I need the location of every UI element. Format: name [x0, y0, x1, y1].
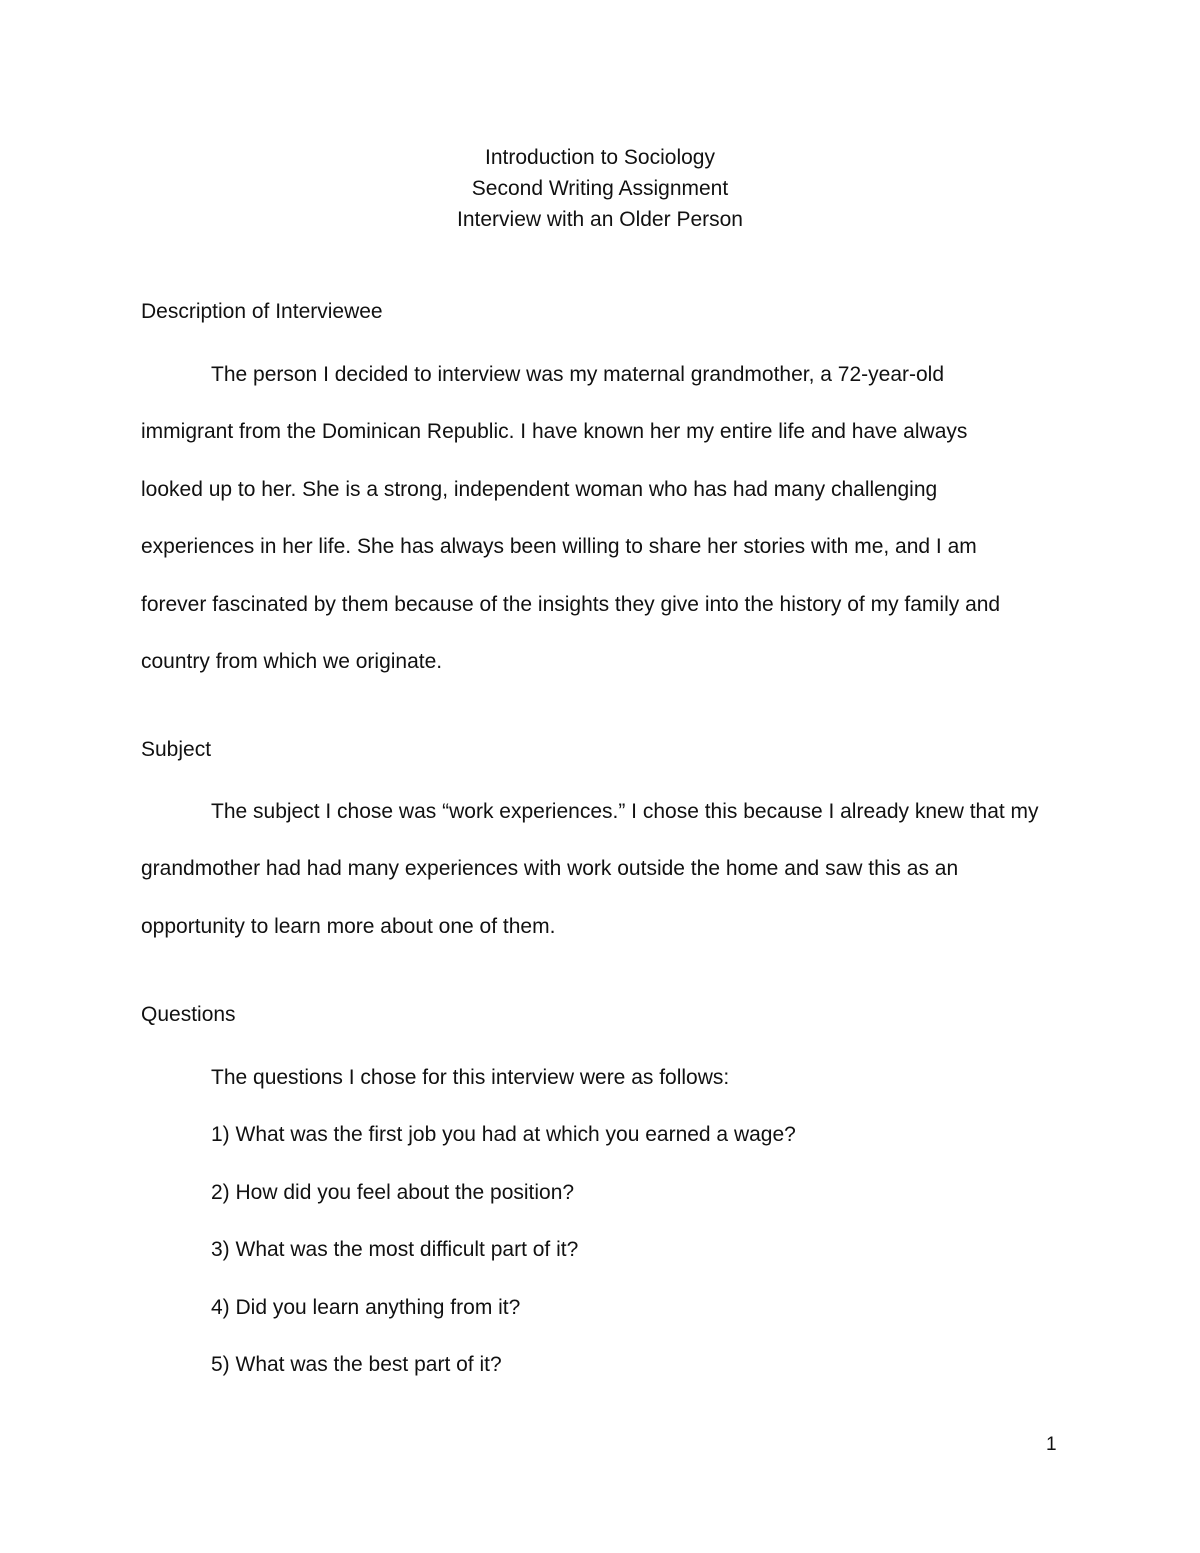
description-paragraph — [141, 346, 1061, 690]
subject-paragraph — [141, 783, 1061, 955]
question-item: 5) What was the best part of it? — [211, 1353, 502, 1377]
paragraph-line: forever fascinated by them because of the insights they give into the history of my family and — [141, 592, 1001, 616]
paragraph-line: opportunity to learn more about one of them. — [141, 914, 556, 938]
description-heading: Description of Interviewee — [141, 300, 383, 323]
question-item: 4) Did you learn anything from it? — [211, 1295, 521, 1319]
paragraph-line: grandmother had had many experiences with work outside the home and saw this as an — [141, 857, 959, 881]
question-item: 1) What was the first job you had at which you earned a wage? — [211, 1123, 796, 1147]
questions-list — [211, 1049, 796, 1393]
question-item: 2) How did you feel about the position? — [211, 1180, 575, 1204]
paragraph-line: immigrant from the Dominican Republic. I have known her my entire life and have always — [141, 420, 968, 444]
paragraph-line: country from which we originate. — [141, 650, 443, 674]
document-title: Interview with an Older Person — [457, 208, 743, 231]
questions-heading: Questions — [141, 1003, 236, 1026]
paragraph-line: The subject I chose was “work experiences.” I chose this because I already knew that my — [211, 800, 1039, 823]
subject-heading: Subject — [141, 738, 212, 761]
title-block — [0, 142, 1200, 235]
paragraph-line: The person I decided to interview was my maternal grandmother, a 72-year-old — [211, 363, 945, 386]
question-item: 3) What was the most difficult part of it? — [211, 1238, 579, 1262]
course-title: Introduction to Sociology — [485, 146, 715, 169]
paragraph-line: looked up to her. She is a strong, independent woman who has had many challenging — [141, 477, 938, 501]
questions-intro: The questions I chose for this interview were as follows: — [211, 1066, 730, 1089]
assignment-title: Second Writing Assignment — [471, 177, 729, 200]
page-number: 1 — [1046, 1434, 1057, 1455]
paragraph-line: experiences in her life. She has always been willing to share her stories with me, and I am — [141, 535, 977, 559]
